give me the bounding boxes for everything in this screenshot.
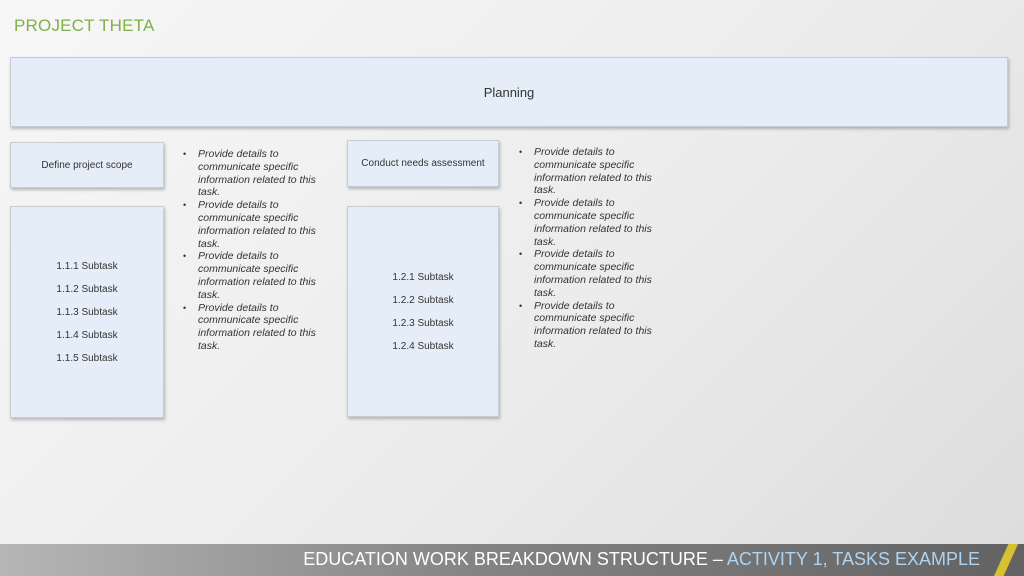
subtask-item: 1.2.3 Subtask <box>392 317 454 329</box>
subtask-item: 1.2.4 Subtask <box>392 340 454 352</box>
subtask-box-1-2[interactable] <box>347 206 499 417</box>
footer-title-highlight: ACTIVITY 1, TASKS EXAMPLE <box>726 549 980 569</box>
task-details-list <box>519 146 656 351</box>
task-details-list <box>183 148 320 353</box>
bullet-icon: • <box>519 147 523 157</box>
detail-text: Provide details to communicate specific information related to this task. <box>534 248 652 299</box>
detail-text: Provide details to communicate specific information related to this task. <box>198 250 316 301</box>
bullet-icon: • <box>519 198 523 209</box>
subtask-item: 1.1.5 Subtask <box>56 352 118 364</box>
detail-text: Provide details to communicate specific information related to this task. <box>534 299 652 350</box>
footer-accent-stripe <box>994 544 1018 576</box>
task-label: Define project scope <box>41 159 133 171</box>
bullet-icon: • <box>183 302 187 313</box>
detail-item <box>183 199 320 250</box>
detail-item <box>183 148 320 199</box>
footer-bar <box>0 544 1024 576</box>
detail-item <box>519 248 656 299</box>
detail-item <box>519 146 656 197</box>
subtask-item: 1.2.1 Subtask <box>392 271 454 283</box>
subtask-item: 1.1.2 Subtask <box>56 283 118 295</box>
subtask-box-1-1[interactable] <box>10 206 164 418</box>
detail-text: Provide details to communicate specific information related to this task. <box>534 146 652 197</box>
detail-item <box>183 302 320 353</box>
phase-box-planning[interactable] <box>10 57 1008 127</box>
footer-title-main: EDUCATION WORK BREAKDOWN STRUCTURE – <box>303 549 727 569</box>
detail-text: Provide details to communicate specific information related to this task. <box>198 148 316 199</box>
footer-title <box>303 549 980 570</box>
subtask-item: 1.2.2 Subtask <box>392 294 454 306</box>
task-label: Conduct needs assessment <box>361 158 485 169</box>
phase-label: Planning <box>483 84 535 100</box>
bullet-icon: • <box>519 249 523 260</box>
bullet-icon: • <box>183 200 187 211</box>
task-box-conduct-needs-assessment[interactable] <box>347 140 499 187</box>
detail-item <box>519 197 656 248</box>
subtask-item: 1.1.1 Subtask <box>56 260 118 272</box>
bullet-icon: • <box>519 300 523 311</box>
subtask-item: 1.1.3 Subtask <box>56 306 118 318</box>
detail-text: Provide details to communicate specific information related to this task. <box>198 301 316 352</box>
bullet-icon: • <box>183 251 187 262</box>
project-title: PROJECT THETA <box>14 16 155 35</box>
detail-item <box>519 300 656 351</box>
detail-item <box>183 250 320 301</box>
detail-text: Provide details to communicate specific information related to this task. <box>198 199 316 250</box>
detail-text: Provide details to communicate specific information related to this task. <box>534 197 652 248</box>
task-box-define-project-scope[interactable] <box>10 142 164 188</box>
subtask-item: 1.1.4 Subtask <box>56 329 118 341</box>
bullet-icon: • <box>183 149 187 159</box>
